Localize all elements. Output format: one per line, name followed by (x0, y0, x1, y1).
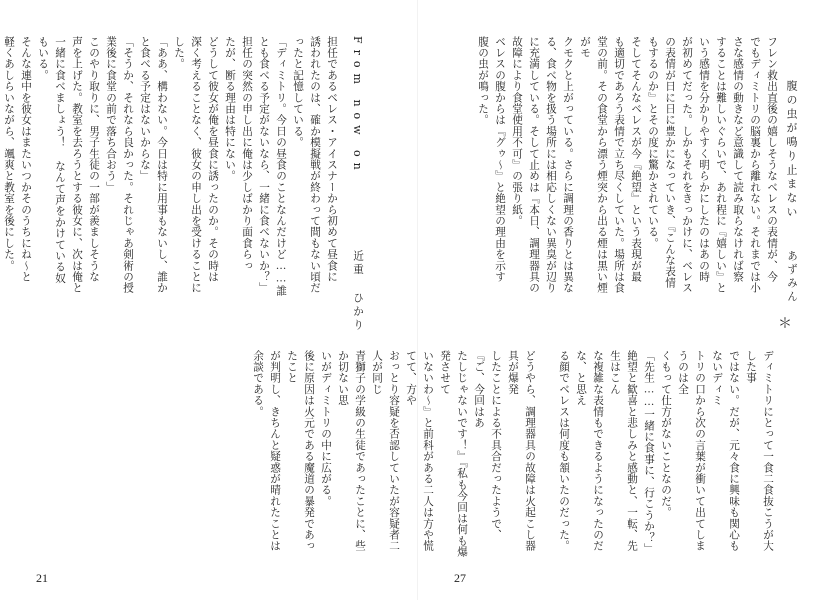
page-number-right: 27 (454, 571, 466, 585)
section-separator: ＊ (776, 316, 792, 331)
story-title-from-now-on: From now on (351, 36, 364, 176)
right-page-body-bottom: ディミトリにとって一食二食抜こうが大した事 ではない。だが、元々食に興味も関心もないディミ トリの口から次の言葉が衝いて出てしまうのは全 くもって仕方がないことなのだ。 「先生……一緒に食事に、行こうか？」 絶望と歓喜と悲しみと感動と、一転、先生はこん な複雑な表情もできるようになったのだな、と思え る顔でベレスは何度も頷いたのだった。 どうやら、調理器具の故障は火起こし器具が爆発 したことによる不具合だったようで、『ご、今回はあ たしじゃないです！』『私も今回は何も爆発させて いないわ〜』と前科がある二人は方や慌てて、方や おっとり容疑を否認していたが容疑者二人が同じ 青獅子の学級の生徒であったことに、些か切ない思 いがディミトリの中に広がる。 後に原因は火元である魔道の暴発であったこと が判明し、きちんと疑惑が晴れたことは余談である。 (252, 350, 774, 558)
story-title-hara-no-mushi: 腹の虫が鳴り止まない (785, 80, 798, 220)
page-number-left: 21 (36, 571, 48, 585)
author-name: 近重 ひかり (352, 250, 364, 333)
author-name-right: あずみん (786, 250, 798, 305)
left-page-body: 担任であるベレス・アイスナーから初めて昼食に 誘われたのは、確か模擬戦が終わって間もない頃だ ったと記憶している。 「ディミトリ。今日の昼食のことなんだけど……誰 とも食べる予定がないなら、一緒に食べないか？」 担任の突然の申し出に俺は少しばかり面食らっ たが、断る理由は特にない。 どうして彼女が俺を昼食に誘ったのか。その時は 深く考えることなく、彼女の申し出を受けることに した。 「ああ、構わない。今日は特に用事もないし、誰か と食べる予定はないからな」 「そうか、それなら良かった。それじゃあ剣術の授 業後に食堂の前で落ち合おう」 このやり取りに、男子生徒の一部が羨ましそうな 声を上げた。教室を去ろうとする彼女に、次は俺と 一緒に食べましょう！ なんて声をかけている奴 もいる。 そんな連中を彼女はまたいつかそのうちにね〜と 軽くあしらいながら、颯爽と教室を後にした。 (3, 36, 338, 297)
right-page-body-top: フレン救出直後の嬉しそうなベレスの表情が、今 でもディミトリの脳裏から離れない。それまでは小 さな感情の動きなど意識して読み取らなければ察 することは難しいぐらいで、あれ程に『嬉しい』と いう感情を分かりやすく明らかにしたのはあの時 が初めてだった。しかもそれをきっかけに、ベレス の表情が日に日に豊かになっていき、『こんな表情 もするのか』とその度に驚かされている。 そしてそんなベレスが今『絶望』という表現が最 も適切であろう表情で立ち尽くしていた。場所は食 堂の前。その食堂から漂う煙突から出る煙は黒い煙がモ クモクと上がっている。さらに調理の香りとは異な る、食べ物を扱う場所には相応しくない異臭が辺り に充満している。そして止めは『本日、調理器具の 故障により食堂使用不可』の張り紙。 ベレスの腹からは『グゥ〜』と絶望の理由を示す 腹の虫が鳴った。 (477, 36, 778, 294)
